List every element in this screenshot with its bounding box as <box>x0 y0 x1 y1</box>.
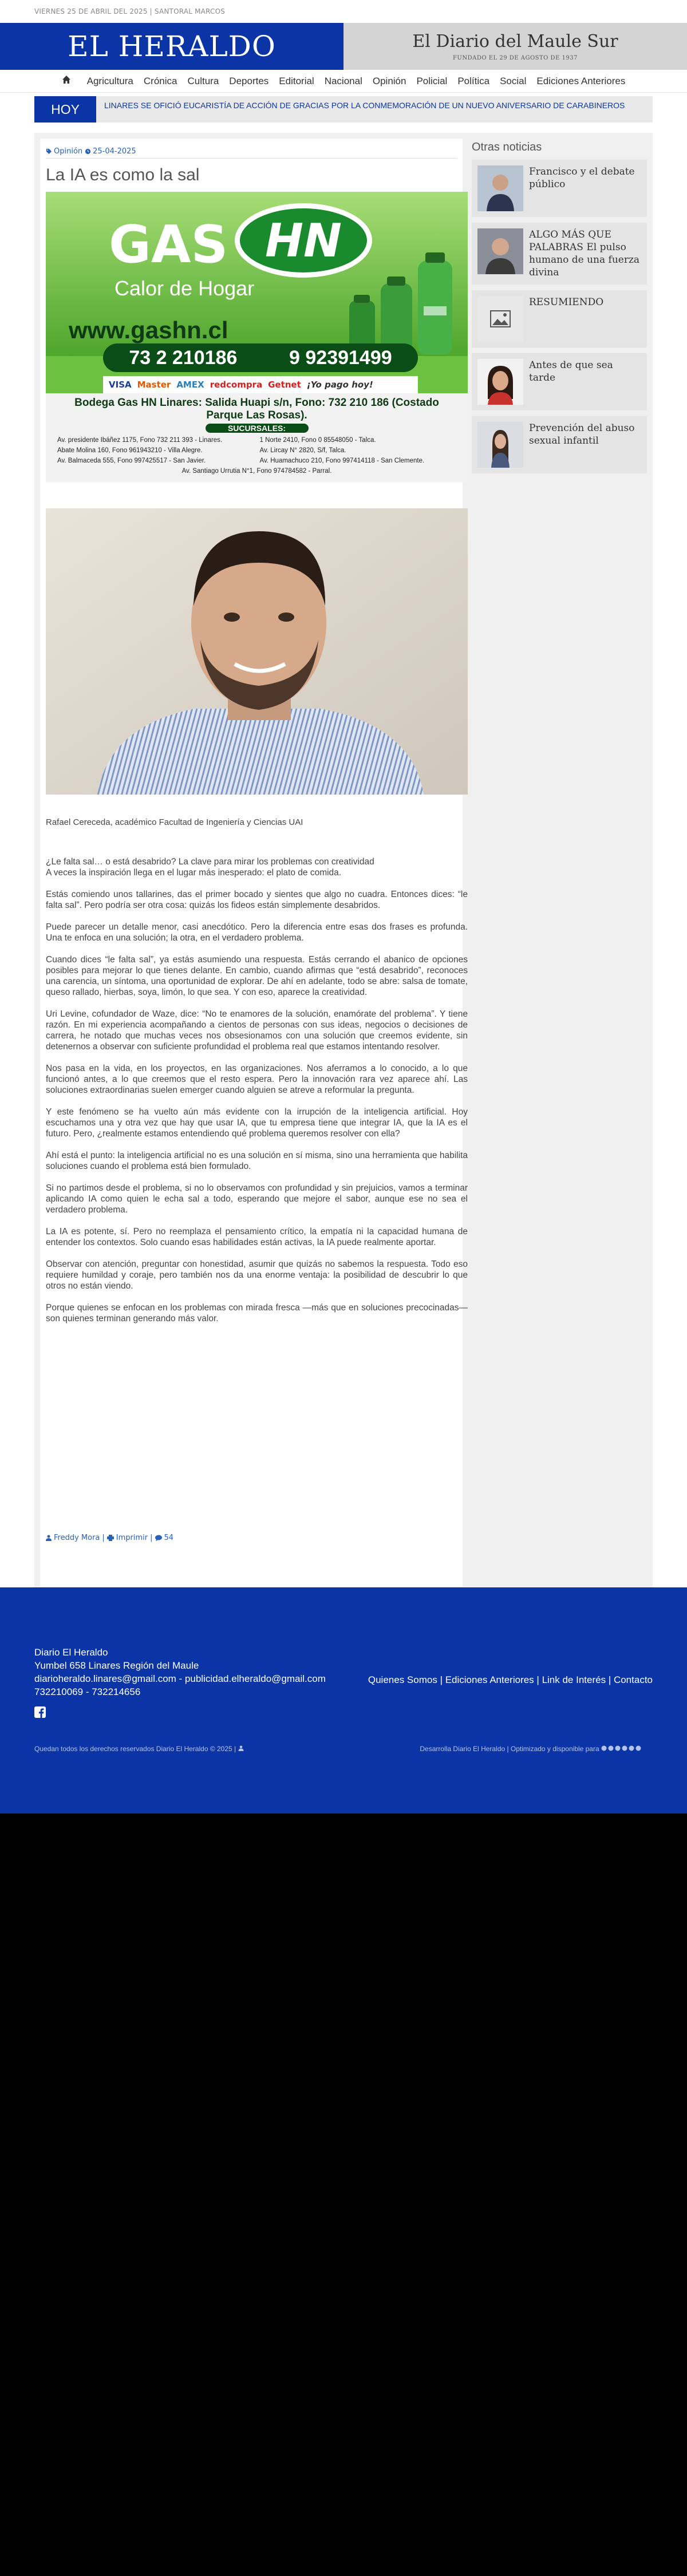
nav-cultura[interactable]: Cultura <box>187 75 219 86</box>
paragraph: Porque quienes se enfocan en los problemas con mirada fresca —más que en soluciones precocinadas— son quienes terminan generando más valor. <box>46 1303 468 1323</box>
footer-link-contacto[interactable]: Contacto <box>613 1674 653 1685</box>
nav-ediciones-anteriores[interactable]: Ediciones Anteriores <box>536 75 626 86</box>
news-title[interactable]: Antes de que sea tarde <box>529 359 613 384</box>
ad-branch: Av. presidente Ibáñez 1175, Fono 732 211 393 - Linares. <box>57 437 223 444</box>
footer-address: Yumbel 658 Linares Región del Maule <box>34 1660 199 1671</box>
footer-copyright <box>34 1745 244 1753</box>
separator: | <box>440 1674 445 1685</box>
nav-deportes[interactable]: Deportes <box>229 75 269 86</box>
ad-logo-hn: HN <box>235 203 372 278</box>
card-master: Master <box>137 380 171 390</box>
photo-caption: Rafael Cereceda, académico Facultad de Ingeniería y Ciencias UAI <box>46 817 303 827</box>
paragraph: La IA es potente, sí. Pero no reemplaza el pensamiento crítico, la empatía ni la capacidad humana de entender los contextos. Solo cuando esas habilidades están activas, la IA puede realmente aportar. <box>46 1227 468 1247</box>
article-category[interactable]: Opinión <box>54 147 83 156</box>
ad-branches-block <box>46 393 468 483</box>
site-footer <box>0 1587 687 1814</box>
sidebar-news-item[interactable] <box>472 160 647 217</box>
nav-editorial[interactable]: Editorial <box>279 75 314 86</box>
ad-branch: Av. Huamachuco 210, Fono 997414118 - San Clemente. <box>259 457 425 464</box>
author-link[interactable]: Freddy Mora <box>54 1534 100 1542</box>
ad-slogan: Calor de Hogar <box>114 276 255 300</box>
tag-icon <box>46 148 52 155</box>
user-icon <box>46 1535 52 1541</box>
main-nav <box>0 70 687 93</box>
sidebar-news-item[interactable] <box>472 290 647 347</box>
sidebar-news-item[interactable] <box>472 223 647 285</box>
paragraph: Estás comiendo unos tallarines, das el primer bocado y sientes que algo no cuadra. Entonces dices: “le falta sal”. Pero podría ser otra cosa: quizás los fideos están simplemente desabridos. <box>46 890 468 910</box>
ad-bodega: Bodega Gas HN Linares: Salida Huapi s/n, Fono: 732 210 186 (Costado Parque Las Rosas). <box>74 397 439 421</box>
separator: | <box>608 1674 614 1685</box>
news-thumbnail <box>477 165 523 211</box>
news-thumbnail <box>477 359 523 405</box>
ad-branch: Av. Santiago Urrutia N°1, Fono 974784582 - Parral. <box>181 468 332 475</box>
ad-phone-2: 9 92391499 <box>289 346 392 369</box>
ad-branch: Abate Molina 160, Fono 961943210 - Villa Alegre. <box>57 447 203 454</box>
separator: | <box>536 1674 542 1685</box>
brand-block[interactable] <box>0 23 344 70</box>
nav-home[interactable] <box>62 75 77 87</box>
sidebar-news-item[interactable] <box>472 416 647 473</box>
article-date: 25-04-2025 <box>93 147 136 156</box>
paragraph: Observar con atención, preguntar con honestidad, asumir que quizás no sabemos la respuesta. Todo eso requiere humildad y coraje, pero también nos da una enorme ventaja: la posibilidad de descubrir lo que otros no están viendo. <box>46 1259 468 1291</box>
paragraph: Nos pasa en la vida, en los proyectos, en las organizaciones. Nos aferramos a lo conocido, a lo que funcionó antes, a lo que creemos que el resto espera. Pero la innovación rara vez aparece ahí. Las soluciones extraordinarias suelen emerger cuando alguien se atreve a reformular la pregunta. <box>46 1064 468 1095</box>
paragraph: ¿Le falta sal… o está desabrido? La clave para mirar los problemas con creatividad A veces la inspiración llega en el lugar más inesperado: el plato de comida. <box>46 857 374 878</box>
nav-nacional[interactable]: Nacional <box>324 75 362 86</box>
paragraph: Si no partimos desde el problema, si no lo observamos con profundidad y sin prejuicios, vamos a terminar aplicando IA como quien le echa sal a todo, esperando que mejore el sabor, aunque ese no sea el verdadero problema. <box>46 1183 468 1215</box>
gas-tanks-illustration <box>344 249 458 355</box>
ad-sucursales-label: SUCURSALES: <box>206 424 309 433</box>
news-title[interactable]: Francisco y el debate público <box>529 166 635 190</box>
article-meta <box>46 147 457 159</box>
footer-link-ediciones-anteriores[interactable]: Ediciones Anteriores <box>445 1674 534 1685</box>
image-placeholder-icon <box>490 310 511 327</box>
card-redcompra: redcompra <box>210 380 263 390</box>
news-title[interactable]: RESUMIENDO <box>529 297 604 308</box>
separator: | <box>102 1534 105 1542</box>
news-title[interactable]: ALGO MÁS QUE PALABRAS El pulso humano de una fuerza divina <box>529 229 640 278</box>
article-body <box>46 856 468 1335</box>
article-footer-meta <box>46 1534 173 1542</box>
ticker-headline[interactable]: LINARES SE OFICIÓ EUCARISTÍA DE ACCIÓN DE GRACIAS POR LA CONMEMORACIÓN DE UN NUEVO ANIVERSARIO DE CARABINEROS <box>104 101 625 110</box>
comments-count[interactable]: 54 <box>164 1534 174 1542</box>
nav-social[interactable]: Social <box>500 75 527 86</box>
card-amex: AMEX <box>176 380 204 390</box>
date-santoral: VIERNES 25 DE ABRIL DEL 2025 | SANTORAL MARCOS <box>34 7 226 15</box>
founded-text: FUNDADO EL 29 DE AGOSTO DE 1937 <box>452 55 578 61</box>
author-portrait <box>46 508 468 795</box>
separator: | <box>150 1534 153 1542</box>
footer-link-quienes-somos[interactable]: Quienes Somos <box>368 1674 437 1685</box>
article-title: La IA es como la sal <box>46 165 200 184</box>
site-header <box>0 23 687 70</box>
gas-hn-ad[interactable] <box>46 192 468 483</box>
paragraph: Uri Levine, cofundador de Waze, dice: “No te enamores de la solución, enamórate del problema”. Y tiene razón. En mi experiencia acompañando a cientos de personas con sus ideas, negocios o decisiones de carrera, he notado que muchas veces nos obsesionamos con una solución que creemos evidente, sin detenernos a observar con suficiente profundidad el problema real que estamos intentando resolver. <box>46 1009 468 1052</box>
sidebar-title: Otras noticias <box>472 141 542 153</box>
ad-branch: Av. Lircay N° 2820, S/f, Talca. <box>259 447 346 454</box>
comment-icon <box>155 1535 162 1541</box>
print-button[interactable]: Imprimir <box>116 1534 148 1542</box>
nav-opinion[interactable]: Opinión <box>372 75 406 86</box>
news-thumbnail <box>477 228 523 274</box>
footer-contact <box>34 1646 326 1698</box>
ticker-label: HOY <box>34 96 96 123</box>
card-tagline: ¡Yo pago hoy! <box>306 380 373 390</box>
tagline-block <box>344 23 687 70</box>
ad-brand: GAS <box>109 215 228 275</box>
author-photo <box>46 508 468 795</box>
article <box>40 139 468 1587</box>
footer-name: Diario El Heraldo <box>34 1647 108 1658</box>
card-getnet: Getnet <box>268 380 301 390</box>
nav-cronica[interactable]: Crónica <box>143 75 177 86</box>
content-area <box>34 133 653 1593</box>
date-bar <box>0 0 687 23</box>
ad-website: www.gashn.cl <box>69 317 228 343</box>
footer-link-interes[interactable]: Link de Interés <box>542 1674 606 1685</box>
ad-branch: Av. Balmaceda 555, Fono 997425517 - San Javier. <box>57 457 206 464</box>
footer-phones: 732210069 - 732214656 <box>34 1686 141 1697</box>
facebook-icon[interactable] <box>34 1706 46 1718</box>
paragraph: Cuando dices “le falta sal”, ya estás asumiendo una respuesta. Estás cerrando el abanico de opciones posibles para mejorar lo que tienes delante. En cambio, cuando afirmas que “está desabrido”, reconoces una carencia, un síntoma, una oportunidad de explorar. De ahí en adelante, todo se abre: salsa de tomate, queso rallado, hierbas, soya, limón, lo que sea. Y con eso, aparece la creatividad. <box>46 955 468 997</box>
footer-links <box>368 1674 653 1686</box>
paragraph: Puede parecer un detalle menor, casi anecdótico. Pero la diferencia entre esas dos frases es profunda. Una te enfoca en una solución; la otra, en el verdadero problema. <box>46 922 468 943</box>
nav-policial[interactable]: Policial <box>416 75 448 86</box>
ad-phones <box>103 343 418 372</box>
news-thumbnail <box>477 422 523 468</box>
copyright-text: Quedan todos los derechos reservados Diario El Heraldo © 2025 | <box>34 1745 236 1753</box>
home-icon <box>62 75 71 84</box>
ad-phone-1: 73 2 210186 <box>129 346 238 369</box>
user-icon[interactable] <box>238 1745 244 1751</box>
ad-branch-list <box>57 435 456 476</box>
paragraph: Y este fenómeno se ha vuelto aún más evidente con la irrupción de la inteligencia artificial. Hoy escuchamos una y otra vez que hay que usar IA, que tu empresa tiene que integrar IA, que la IA es el futuro. Pero, ¿realmente estamos entendiendo qué problema queremos resolver con ella? <box>46 1107 468 1139</box>
nav-politica[interactable]: Política <box>457 75 490 86</box>
footer-developer <box>420 1745 653 1753</box>
print-icon <box>107 1535 114 1541</box>
sidebar-news-item[interactable] <box>472 353 647 410</box>
site-logo[interactable]: EL HERALDO <box>68 30 276 63</box>
developer-text: Desarrolla Diario El Heraldo | Optimizado y disponible para <box>420 1745 599 1753</box>
ad-payment-methods <box>103 376 418 393</box>
sidebar <box>472 139 647 479</box>
ad-branch: 1 Norte 2410, Fono 0 85548050 - Talca. <box>259 437 376 444</box>
clock-icon <box>85 148 91 155</box>
news-ticker <box>34 96 653 123</box>
site-tagline: El Diario del Maule Sur <box>412 31 618 52</box>
platform-icons <box>601 1745 653 1751</box>
footer-emails[interactable]: diarioheraldo.linares@gmail.com - publicidad.elheraldo@gmail.com <box>34 1673 326 1684</box>
news-thumbnail <box>477 296 523 342</box>
news-title[interactable]: Prevención del abuso sexual infantil <box>529 422 635 447</box>
paragraph: Ahí está el punto: la inteligencia artificial no es una solución en sí misma, sino una herramienta que habilita soluciones cuando el problema está bien formulado. <box>46 1151 468 1171</box>
card-visa: VISA <box>109 380 132 390</box>
nav-agricultura[interactable]: Agricultura <box>86 75 133 86</box>
